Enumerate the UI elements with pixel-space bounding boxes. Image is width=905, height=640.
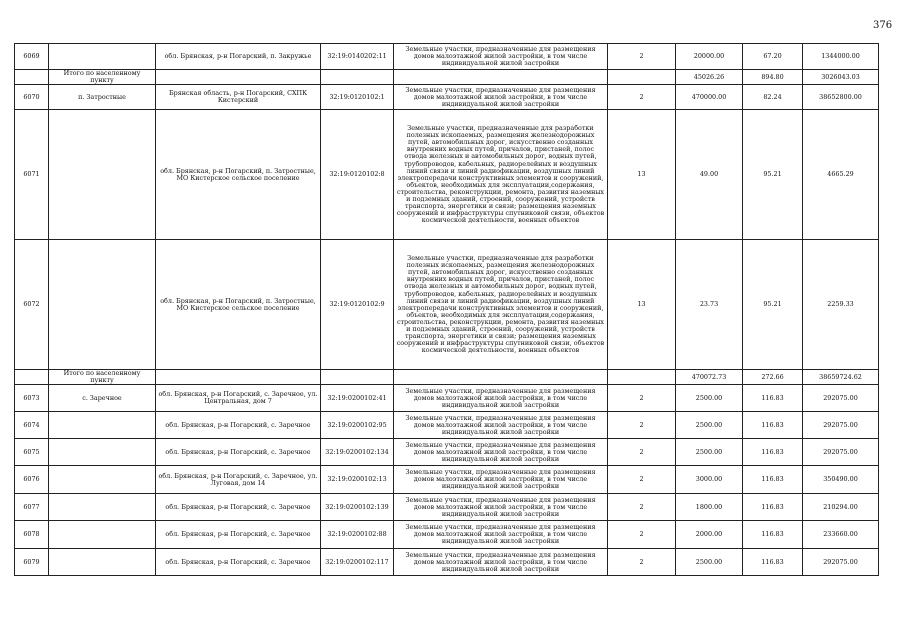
locality-name — [49, 494, 156, 521]
address-cell: обл. Брянская, р-н Погарский, с. Заречное — [156, 521, 321, 549]
subtotal-empty-cell — [394, 70, 608, 85]
address-cell: обл. Брянская, р-н Погарский, с. Заречное — [156, 439, 321, 466]
locality-name: с. Заречное — [49, 385, 156, 412]
land-use-type: Земельные участки, предназначенные для размещения домов малоэтажной жилой застройки, в том числе индивидуальной жилой застройки — [394, 466, 608, 494]
cadastral-value-table — [14, 43, 879, 576]
cadastral-number: 32:19:0200102:88 — [321, 521, 394, 549]
subtotal-area: 45026.26 — [676, 70, 743, 85]
specific-value-cell: 116.83 — [743, 466, 803, 494]
subtotal-label: Итого по населенному пункту — [49, 370, 156, 385]
cadastral-number: 32:19:0140202:11 — [321, 44, 394, 70]
row-number: 6070 — [15, 85, 49, 110]
specific-value-cell: 95.21 — [743, 110, 803, 240]
cadastral-value-cell: 4665.29 — [803, 110, 879, 240]
area-cell: 470000.00 — [676, 85, 743, 110]
locality-name — [49, 240, 156, 370]
subtotal-empty-cell — [321, 370, 394, 385]
subtotal-value: 3026043.03 — [803, 70, 879, 85]
cadastral-number: 32:19:0200102:134 — [321, 439, 394, 466]
cadastral-number: 32:19:0200102:117 — [321, 549, 394, 576]
row-number: 6073 — [15, 385, 49, 412]
row-number: 6072 — [15, 240, 49, 370]
address-cell: обл. Брянская, р-н Погарский, п. Затростные, МО Кистерское сельское поселение — [156, 240, 321, 370]
group-number: 2 — [608, 466, 676, 494]
area-cell: 2000.00 — [676, 521, 743, 549]
land-use-type: Земельные участки, предназначенные для размещения домов малоэтажной жилой застройки, в том числе индивидуальной жилой застройки — [394, 412, 608, 439]
land-use-type: Земельные участки, предназначенные для размещения домов малоэтажной жилой застройки, в том числе индивидуальной жилой застройки — [394, 494, 608, 521]
cadastral-value-cell: 292075.00 — [803, 439, 879, 466]
table-row — [15, 44, 879, 70]
cadastral-number: 32:19:0120102:8 — [321, 110, 394, 240]
area-cell: 3000.00 — [676, 466, 743, 494]
group-number: 13 — [608, 240, 676, 370]
area-cell: 2500.00 — [676, 439, 743, 466]
subtotal-label: Итого по населенному пункту — [49, 70, 156, 85]
area-cell: 2500.00 — [676, 385, 743, 412]
land-use-type: Земельные участки, предназначенные для размещения домов малоэтажной жилой застройки, в том числе индивидуальной жилой застройки — [394, 85, 608, 110]
row-number: 6071 — [15, 110, 49, 240]
area-cell: 1800.00 — [676, 494, 743, 521]
subtotal-row — [15, 70, 879, 85]
specific-value-cell: 82.24 — [743, 85, 803, 110]
row-number: 6076 — [15, 466, 49, 494]
specific-value-cell: 116.83 — [743, 412, 803, 439]
subtotal-empty-cell — [156, 370, 321, 385]
table-row — [15, 439, 879, 466]
table-row — [15, 110, 879, 240]
subtotal-empty-cell — [608, 70, 676, 85]
subtotal-empty-cell — [321, 70, 394, 85]
address-cell: обл. Брянская, р-н Погарский, с. Заречное — [156, 549, 321, 576]
group-number: 2 — [608, 44, 676, 70]
table-row — [15, 385, 879, 412]
cadastral-value-cell: 233660.00 — [803, 521, 879, 549]
land-use-type: Земельные участки, предназначенные для размещения домов малоэтажной жилой застройки, в том числе индивидуальной жилой застройки — [394, 549, 608, 576]
address-cell: обл. Брянская, р-н Погарский, с. Заречное, ул. Центральная, дом 7 — [156, 385, 321, 412]
area-cell: 2500.00 — [676, 412, 743, 439]
land-use-type: Земельные участки, предназначенные для размещения домов малоэтажной жилой застройки, в том числе индивидуальной жилой застройки — [394, 385, 608, 412]
cadastral-value-cell: 210294.00 — [803, 494, 879, 521]
cadastral-number: 32:19:0200102:13 — [321, 466, 394, 494]
group-number: 2 — [608, 85, 676, 110]
specific-value-cell: 116.83 — [743, 494, 803, 521]
address-cell: обл. Брянская, р-н Погарский, с. Заречное — [156, 494, 321, 521]
cadastral-number: 32:19:0120102:1 — [321, 85, 394, 110]
group-number: 2 — [608, 385, 676, 412]
row-number: 6074 — [15, 412, 49, 439]
land-use-type: Земельные участки, предназначенные для размещения домов малоэтажной жилой застройки, в том числе индивидуальной жилой застройки — [394, 44, 608, 70]
cadastral-number: 32:19:0200102:95 — [321, 412, 394, 439]
area-cell: 49.00 — [676, 110, 743, 240]
specific-value-cell: 95.21 — [743, 240, 803, 370]
locality-name: п. Затростные — [49, 85, 156, 110]
subtotal-empty-cell — [15, 70, 49, 85]
subtotal-empty-cell — [608, 370, 676, 385]
cadastral-value-cell: 1344000.00 — [803, 44, 879, 70]
subtotal-rate: 272.66 — [743, 370, 803, 385]
address-cell: обл. Брянская, р-н Погарский, п. Затростные, МО Кистерское сельское поселение — [156, 110, 321, 240]
cadastral-number: 32:19:0200102:139 — [321, 494, 394, 521]
row-number: 6075 — [15, 439, 49, 466]
table-row — [15, 240, 879, 370]
locality-name — [49, 412, 156, 439]
subtotal-row — [15, 370, 879, 385]
page-number: 376 — [873, 20, 893, 31]
locality-name — [49, 110, 156, 240]
row-number: 6079 — [15, 549, 49, 576]
specific-value-cell: 116.83 — [743, 521, 803, 549]
land-use-type: Земельные участки, предназначенные для разработки полезных ископаемых, размещения железнодорожных путей, автомобильных дорог, искусственно созданных внутренних водных путей, причалов, пристаней, полос отвода железных и автомобильных дорог, водных путей, трубопроводов, кабельных, радиорелейных и воздушных линий связи и линий радиофикации, воздушных линий электропередачи конструктивных элементов и сооружений, объектов, необходимых для эксплуатации,содержания, строительства, реконструкции, ремонта, развития наземных и подземных зданий, строений, сооружений, устройств транспорта, энергетики и связи; размещения наземных сооружений и инфраструктуры спутниковой связи, объектов космической деятельности, военных объектов — [394, 110, 608, 240]
area-cell: 2500.00 — [676, 549, 743, 576]
area-cell: 20000.00 — [676, 44, 743, 70]
address-cell: обл. Брянская, р-н Погарский, с. Заречное — [156, 412, 321, 439]
subtotal-value: 38659724.62 — [803, 370, 879, 385]
table-row — [15, 466, 879, 494]
land-use-type: Земельные участки, предназначенные для разработки полезных ископаемых, размещения железнодорожных путей, автомобильных дорог, искусственно созданных внутренних водных путей, причалов, пристаней, полос отвода железных и автомобильных дорог, водных путей, трубопроводов, кабельных, радиорелейных и воздушных линий связи и линий радиофикации, воздушных линий электропередачи конструктивных элементов и сооружений, объектов, необходимых для эксплуатации,содержания, строительства, реконструкции, ремонта, развития наземных и подземных зданий, строений, сооружений, устройств транспорта, энергетики и связи; размещения наземных сооружений и инфраструктуры спутниковой связи, объектов космической деятельности, военных объектов — [394, 240, 608, 370]
specific-value-cell: 67.20 — [743, 44, 803, 70]
cadastral-value-cell: 38652800.00 — [803, 85, 879, 110]
table-row — [15, 85, 879, 110]
locality-name — [49, 44, 156, 70]
group-number: 2 — [608, 439, 676, 466]
cadastral-number: 32:19:0120102:9 — [321, 240, 394, 370]
subtotal-area: 470072.73 — [676, 370, 743, 385]
locality-name — [49, 439, 156, 466]
cadastral-value-cell: 292075.00 — [803, 412, 879, 439]
address-cell: обл. Брянская, р-н Погарский, п. Закружье — [156, 44, 321, 70]
cadastral-number: 32:19:0200102:41 — [321, 385, 394, 412]
specific-value-cell: 116.83 — [743, 385, 803, 412]
row-number: 6078 — [15, 521, 49, 549]
cadastral-value-cell: 2259.33 — [803, 240, 879, 370]
specific-value-cell: 116.83 — [743, 439, 803, 466]
locality-name — [49, 521, 156, 549]
group-number: 13 — [608, 110, 676, 240]
address-cell: Брянская область, р-н Погарский, СХПК Кистерский — [156, 85, 321, 110]
table-row — [15, 494, 879, 521]
subtotal-empty-cell — [15, 370, 49, 385]
row-number: 6077 — [15, 494, 49, 521]
group-number: 2 — [608, 521, 676, 549]
row-number: 6069 — [15, 44, 49, 70]
subtotal-empty-cell — [394, 370, 608, 385]
land-use-type: Земельные участки, предназначенные для размещения домов малоэтажной жилой застройки, в том числе индивидуальной жилой застройки — [394, 521, 608, 549]
subtotal-empty-cell — [156, 70, 321, 85]
area-cell: 23.73 — [676, 240, 743, 370]
table-body — [15, 44, 879, 576]
table-row — [15, 521, 879, 549]
cadastral-value-cell: 350490.00 — [803, 466, 879, 494]
specific-value-cell: 116.83 — [743, 549, 803, 576]
table-row — [15, 412, 879, 439]
address-cell: обл. Брянская, р-н Погарский, с. Заречное, ул. Луговая, дом 14 — [156, 466, 321, 494]
locality-name — [49, 466, 156, 494]
group-number: 2 — [608, 494, 676, 521]
subtotal-rate: 894.80 — [743, 70, 803, 85]
group-number: 2 — [608, 549, 676, 576]
group-number: 2 — [608, 412, 676, 439]
cadastral-value-cell: 292075.00 — [803, 549, 879, 576]
table-row — [15, 549, 879, 576]
cadastral-value-cell: 292075.00 — [803, 385, 879, 412]
land-use-type: Земельные участки, предназначенные для размещения домов малоэтажной жилой застройки, в том числе индивидуальной жилой застройки — [394, 439, 608, 466]
locality-name — [49, 549, 156, 576]
